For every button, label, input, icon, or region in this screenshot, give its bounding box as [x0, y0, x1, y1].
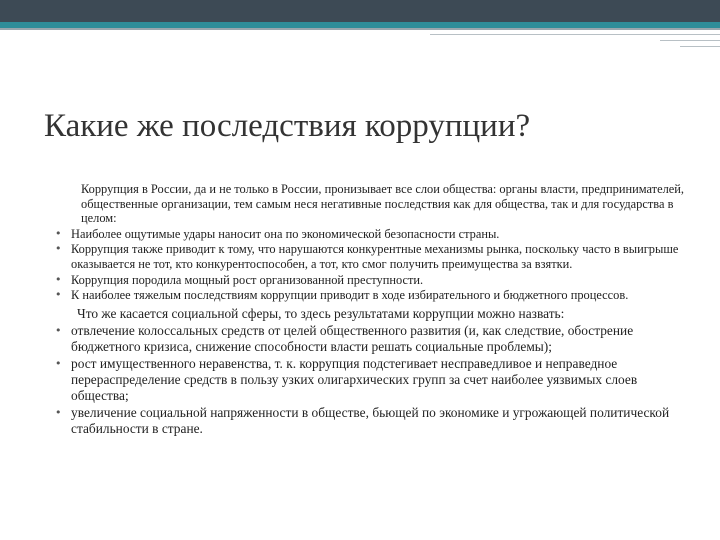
list-item: • рост имущественного неравенства, т. к. коррупция подстегивает несправедливое и неправедное перераспределение средств в пользу узких олигархических групп за счет наиболее уязвимых слоев общества;	[55, 356, 685, 404]
list-item: • К наиболее тяжелым последствиям коррупции приводит в ходе избирательного и бюджетного процессов.	[55, 288, 685, 303]
intro-paragraph: Коррупция в России, да и не только в России, пронизывает все слои общества: органы власти, предпринимателей, общественные организации, тем самым неся негативные последствия как для общества, так и для государства в целом:	[81, 182, 685, 226]
slide-body	[55, 182, 685, 437]
list-item: • Наиболее ощутимые удары наносит она по экономической безопасности страны.	[55, 227, 685, 242]
decorative-lines	[430, 31, 720, 51]
social-intro-paragraph: Что же касается социальной сферы, то здесь результатами коррупции можно назвать:	[77, 305, 565, 321]
header-bar	[0, 0, 720, 22]
list-item: • отвлечение колоссальных средств от целей общественного развития (и, как следствие, обострение бюджетного кризиса, снижение способности власти решать социальные проблемы);	[55, 323, 685, 355]
list-item: • Коррупция также приводит к тому, что нарушаются конкурентные механизмы рынка, поскольку часто в выигрыше оказывается не тот, кто конкурентоспособен, а тот, кто смог получить преимущества за взятки.	[55, 242, 685, 271]
slide-title: Какие же последствия коррупции?	[44, 108, 531, 144]
header-divider	[0, 28, 720, 30]
list-item: • увеличение социальной напряженности в обществе, бьющей по экономике и угрожающей политической стабильности в стране.	[55, 405, 685, 437]
list-item: • Коррупция породила мощный рост организованной преступности.	[55, 273, 685, 288]
